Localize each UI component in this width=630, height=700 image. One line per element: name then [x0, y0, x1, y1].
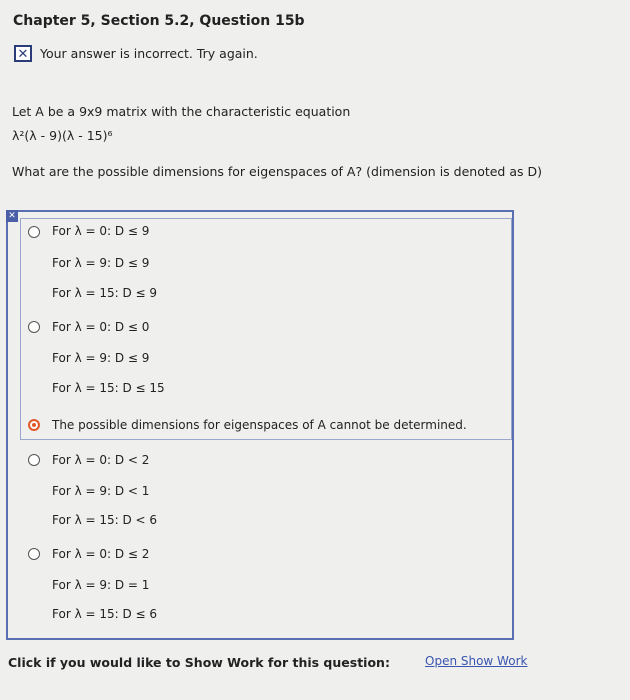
incorrect-marker-icon: ✕ — [6, 210, 18, 222]
option-line: For λ = 15: D < 6 — [52, 513, 158, 527]
option-line: For λ = 9: D ≤ 9 — [52, 256, 150, 270]
option-line: For λ = 9: D ≤ 9 — [52, 351, 150, 365]
x-mark-icon: ✕ — [14, 45, 32, 62]
answer-options — [6, 210, 514, 640]
option-line: For λ = 0: D ≤ 0 — [52, 320, 150, 334]
feedback-banner — [14, 45, 258, 62]
radio-option-3[interactable] — [28, 419, 40, 431]
option-line: For λ = 0: D ≤ 2 — [52, 547, 150, 561]
page-title: Chapter 5, Section 5.2, Question 15b — [13, 13, 305, 29]
question-prompt: What are the possible dimensions for eigenspaces of A? (dimension is denoted as D) — [12, 164, 542, 179]
option-line: For λ = 9: D = 1 — [52, 578, 150, 592]
option-line: For λ = 0: D < 2 — [52, 453, 150, 467]
option-line: For λ = 0: D ≤ 9 — [52, 224, 150, 238]
feedback-text: Your answer is incorrect. Try again. — [40, 46, 258, 61]
option-line: The possible dimensions for eigenspaces of A cannot be determined. — [52, 418, 467, 432]
question-text: Let A be a 9x9 matrix with the characteristic equation — [12, 104, 351, 119]
radio-option-4[interactable] — [28, 454, 40, 466]
show-work-prompt: Click if you would like to Show Work for this question: — [8, 655, 390, 670]
option-line: For λ = 15: D ≤ 9 — [52, 286, 158, 300]
option-line: For λ = 15: D ≤ 6 — [52, 607, 158, 621]
radio-option-2[interactable] — [28, 321, 40, 333]
radio-option-1[interactable] — [28, 226, 40, 238]
characteristic-equation: λ²(λ - 9)(λ - 15)⁶ — [12, 128, 113, 143]
radio-option-5[interactable] — [28, 548, 40, 560]
option-line: For λ = 15: D ≤ 15 — [52, 381, 165, 395]
option-line: For λ = 9: D < 1 — [52, 484, 150, 498]
open-show-work-link[interactable]: Open Show Work — [425, 654, 528, 668]
